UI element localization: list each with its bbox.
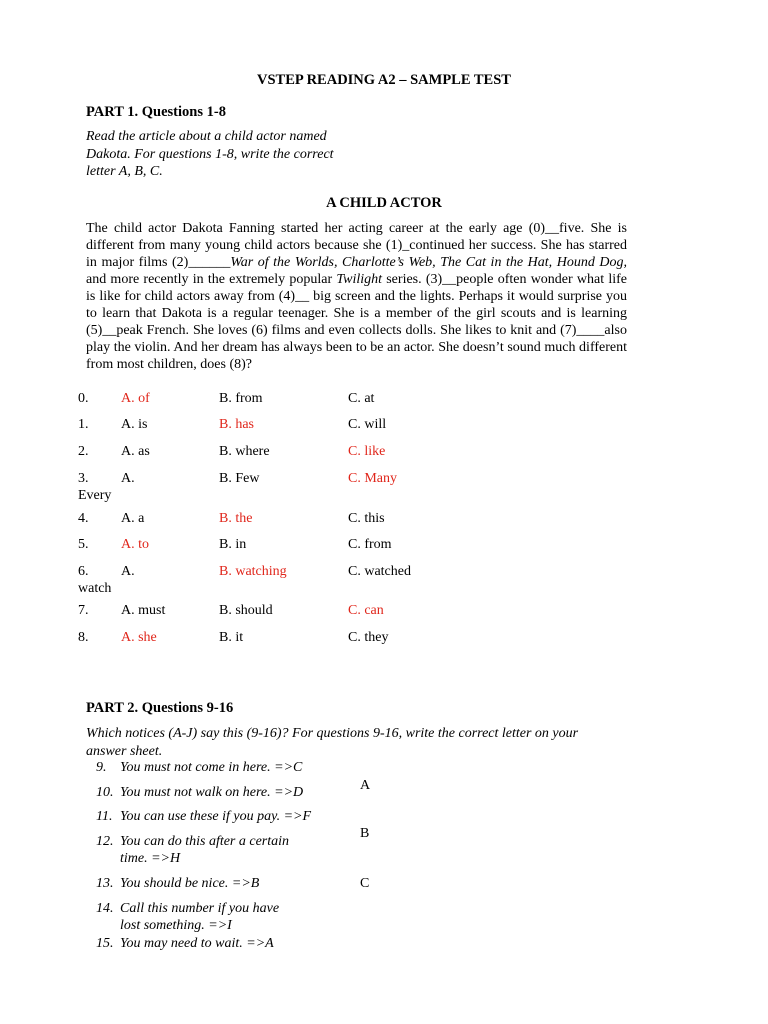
option-c: C. can	[348, 603, 384, 618]
notice-question-text: You can do this after a certain	[120, 834, 290, 849]
option-b: B. should	[219, 603, 273, 618]
option-b: B. has	[219, 417, 254, 432]
notice-question-text: You should be nice. =>B	[120, 876, 260, 891]
option-c: C. this	[348, 511, 385, 526]
option-b: B. watching	[219, 564, 287, 579]
option-a: A. is	[121, 417, 148, 432]
part1-instruction-line: letter A, B, C.	[86, 164, 163, 179]
option-a: A. to	[121, 537, 149, 552]
option-b: B. from	[219, 391, 263, 406]
option-a: A. a	[121, 511, 145, 526]
question-number: 5.	[78, 537, 89, 552]
option-b: B. Few	[219, 471, 260, 486]
film-titles: War of the Worlds, Charlotte’s Web, The Cat in the Hat, Hound Dog,	[230, 255, 627, 270]
option-c: C. like	[348, 444, 386, 459]
part1-heading: PART 1. Questions 1-8	[86, 104, 226, 120]
option-c: C. at	[348, 391, 375, 406]
option-a: A. of	[121, 391, 150, 406]
option-b: B. where	[219, 444, 270, 459]
film-title-twilight: Twilight	[336, 272, 383, 287]
article-body	[86, 220, 627, 373]
question-number: 6.	[78, 564, 89, 579]
article-text: The child actor Dakota Fanning started her acting career at the early age (0)__five. She is different from many young child actors because she (1)_continued her success. She has starred in major films (2)______	[86, 221, 627, 270]
option-a: A. as	[121, 444, 150, 459]
notice-question-number: 14.	[96, 901, 114, 916]
question-number: 8.	[78, 630, 89, 645]
question-number: 0.	[78, 391, 89, 406]
option-a: A.	[121, 564, 135, 579]
notice-question-text-cont: time. =>H	[120, 851, 181, 866]
option-a-wrap: Every	[78, 488, 112, 503]
option-c: C. they	[348, 630, 389, 645]
part1-instructions	[86, 128, 446, 181]
question-number: 4.	[78, 511, 89, 526]
part2-heading: PART 2. Questions 9-16	[86, 700, 234, 716]
part2-instructions	[86, 725, 646, 760]
notice-question	[96, 875, 336, 892]
part2-instruction-line: answer sheet.	[86, 743, 163, 759]
option-c: C. from	[348, 537, 392, 552]
notice-letter-c: C	[360, 876, 370, 891]
option-b: B. in	[219, 537, 247, 552]
notice-question-text: You must not walk on here. =>D	[120, 785, 304, 800]
part1-instruction-line: Read the article about a child actor named	[86, 129, 327, 144]
notice-question-number: 10.	[96, 785, 114, 800]
notice-question	[96, 900, 336, 934]
notice-question	[96, 833, 336, 867]
option-a-wrap: watch	[78, 581, 112, 596]
option-c: C. Many	[348, 471, 397, 486]
notice-question	[96, 808, 336, 825]
notice-question-number: 11.	[96, 809, 113, 824]
option-b: B. the	[219, 511, 253, 526]
option-a: A. she	[121, 630, 157, 645]
question-number: 7.	[78, 603, 89, 618]
notice-question-text: You may need to wait. =>A	[120, 936, 274, 951]
notice-question-text: Call this number if you have	[120, 901, 280, 916]
part2-instruction-line: Which notices (A-J) say this (9-16)? For questions 9-16, write the correct letter on your	[86, 726, 579, 741]
option-b: B. it	[219, 630, 244, 645]
notice-question	[96, 784, 336, 801]
part1-instruction-line: Dakota. For questions 1-8, write the correct	[86, 146, 334, 162]
notice-question-number: 15.	[96, 936, 114, 951]
document-title: VSTEP READING A2 – SAMPLE TEST	[257, 72, 511, 88]
notice-question	[96, 759, 336, 776]
notice-question-number: 9.	[96, 760, 107, 775]
option-a: A. must	[121, 603, 166, 618]
notice-letter-a: A	[360, 778, 371, 793]
question-number: 1.	[78, 417, 89, 432]
article-title: A CHILD ACTOR	[326, 195, 442, 211]
question-number: 3.	[78, 471, 89, 486]
notice-question-number: 13.	[96, 876, 114, 891]
article-text: and more recently in the extremely popular	[86, 272, 337, 287]
notice-question-text: You can use these if you pay. =>F	[120, 809, 312, 824]
notice-question-text: You must not come in here. =>C	[120, 760, 303, 775]
question-number: 2.	[78, 444, 89, 459]
option-c: C. will	[348, 417, 387, 432]
article-text: series. (3)__people often wonder what life is like for child actors away from (4)__ big screen and the lights. Perhaps it would surprise you to learn that Dakota is a regular teenager. She is a member of the girl scouts and is learning (5)__peak French. She loves (6) films and even collects dolls. She likes to knit and (7)____also play the violin. And her dream has always been to be an actor. She doesn’t sound much different from most children, does (8)?	[86, 272, 627, 372]
option-c: C. watched	[348, 564, 411, 579]
notice-question-number: 12.	[96, 834, 114, 849]
notice-question	[96, 935, 336, 952]
option-a: A.	[121, 471, 135, 486]
notice-question-text-cont: lost something. =>I	[120, 918, 232, 933]
notice-letter-b: B	[360, 826, 370, 841]
